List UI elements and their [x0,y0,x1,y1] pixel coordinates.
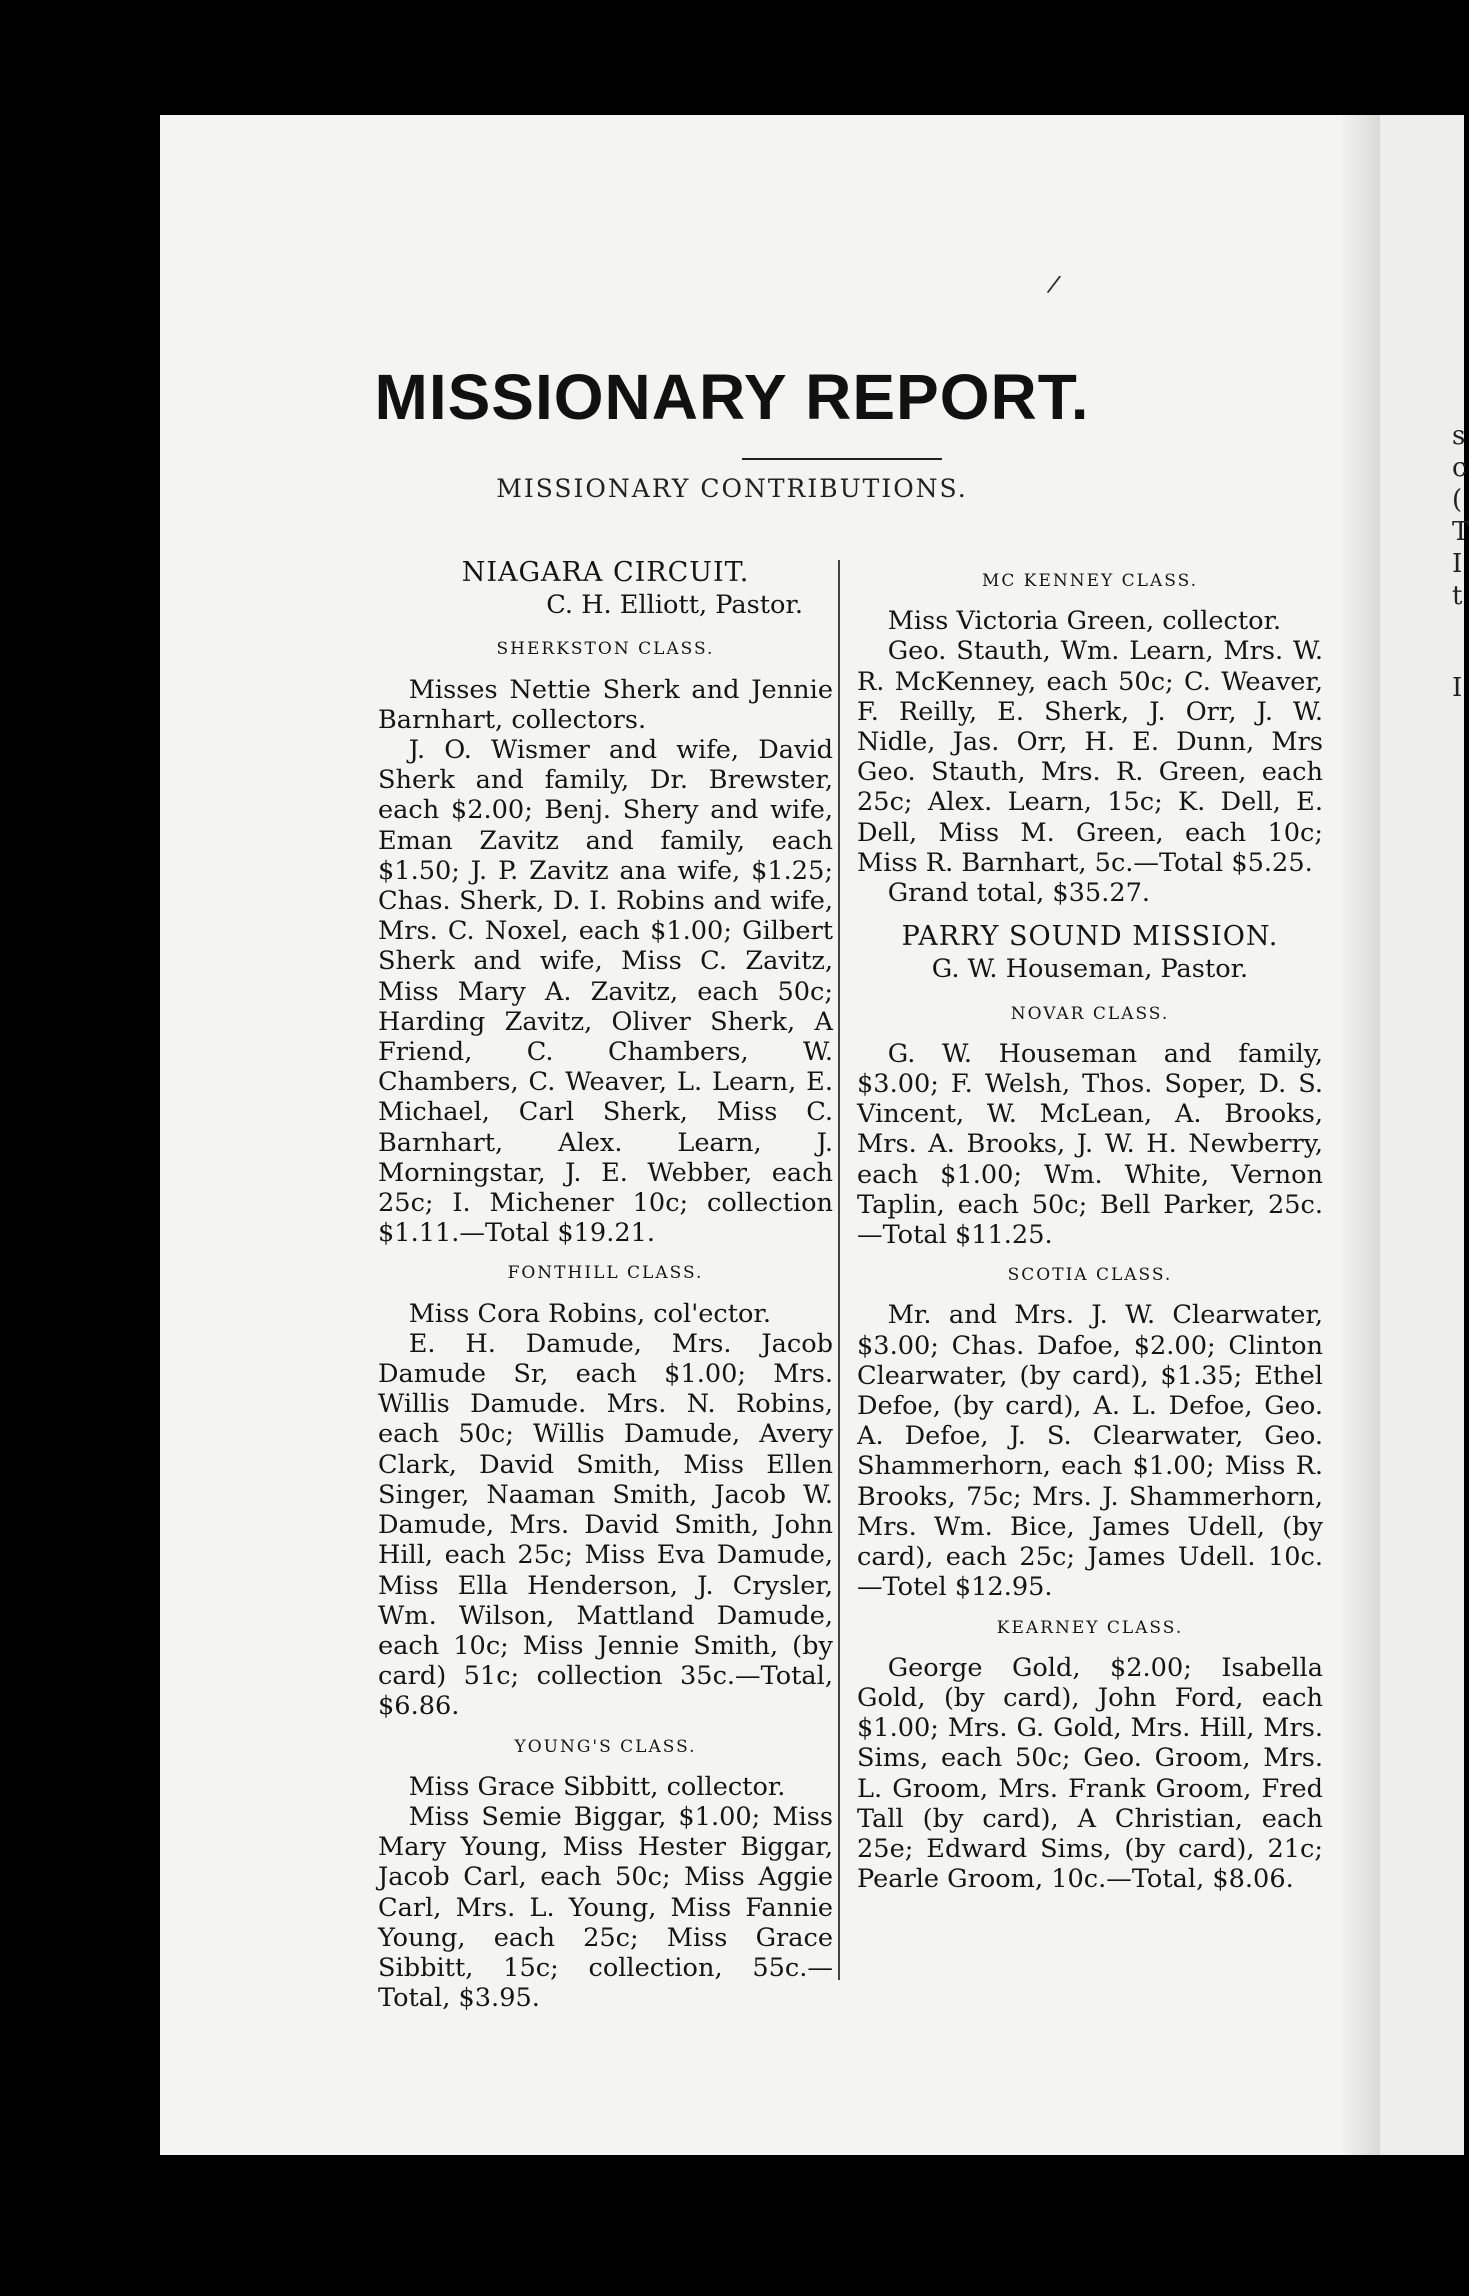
edge-fragment: I [1452,549,1463,579]
edge-fragment: s [1452,421,1466,451]
edge-fragment: I [1452,673,1463,703]
contribution-paragraph: Geo. Stauth, Wm. Learn, Mrs. W. R. McKenney, each 50c; C. Weaver, F. Reilly, E. Sherk, J. Orr, J. W. Nidle, Jas. Orr, H. E. Dunn, Mrs Geo. Stauth, Mrs. R. Green, each 25c; Alex. Learn, 15c; K. Dell, E. Dell, Miss M. Green, each 10c; Miss R. Barnhart, 5c.—Total $5.25. [857,636,1323,878]
collector-line: Miss Cora Robins, col'ector. [408,1298,771,1329]
class-heading: SCOTIA CLASS. [1007,1265,1173,1286]
contribution-paragraph: Miss Semie Biggar, $1.00; Miss Mary Young, Miss Hester Biggar, Jacob Carl, each 50c; Miss Aggie Carl, Mrs. L. Young, Miss Fannie Young, each 25c; Miss Grace Sibbitt, 15c; collection, 55c.—Total, $3.95. [378,1801,833,2014]
contribution-paragraph: G. W. Houseman and family, $3.00; F. Welsh, Thos. Soper, D. S. Vincent, W. McLean, A. Brooks, Mrs. A. Brooks, J. W. H. Newberry, each $1.00; Wm. White, Vernon Taplin, each 50c; Bell Parker, 25c.—Total $11.25. [857,1038,1323,1251]
pastor-line: C. H. Elliott, Pastor. [546,590,803,621]
edge-fragment: c [1452,453,1467,483]
contribution-paragraph: Mr. and Mrs. J. W. Clearwater, $3.00; Chas. Dafoe, $2.00; Clinton Clearwater, (by card), $1.35; Ethel Defoe, (by card), A. L. Defoe, Geo. A. Defoe, J. S. Clearwater, Geo. Shammerhorn, each $1.00; Miss R. Brooks, 75c; Mrs. J. Shammerhorn, Mrs. Wm. Bice, James Udell, (by card), each 25c; James Udell. 10c.—Totel $12.95. [857,1300,1323,1603]
pastor-line: G. W. Houseman, Pastor. [931,954,1249,985]
collector-line: Miss Grace Sibbitt, collector. [408,1771,786,1802]
collector-line: Misses Nettie Sherk and Jennie Barnhart, collectors. [378,674,833,735]
collector-line: Miss Victoria Green, collector. [887,606,1282,637]
grand-total-line: Grand total, $35.27. [887,878,1151,909]
circuit-heading: PARRY SOUND MISSION. [901,921,1279,953]
left-column [378,556,833,2013]
contribution-paragraph: George Gold, $2.00; Isabella Gold, (by card), John Ford, each $1.00; Mrs. G. Gold, Mrs. Hill, Mrs. Sims, each 50c; Geo. Groom, Mrs. L. Groom, Mrs. Frank Groom, Fred Tall (by card), A Christian, each 25e; Edward Sims, (by card), 21c; Pearle Groom, 10c.—Total, $8.06. [857,1652,1323,1895]
column-divider [838,560,840,1980]
class-heading: NOVAR CLASS. [1010,1003,1170,1024]
edge-fragment: ( [1452,485,1463,515]
class-heading: SHERKSTON CLASS. [496,639,715,660]
page-title: MISSIONARY REPORT. [374,361,1090,433]
title-rule [742,458,942,460]
edge-fragment: t [1452,581,1463,611]
right-column [857,556,1323,1894]
class-heading: FONTHILL CLASS. [507,1263,704,1284]
class-heading: KEARNEY CLASS. [996,1617,1184,1638]
contribution-paragraph: J. O. Wismer and wife, David Sherk and family, Dr. Brewster, each $2.00; Benj. Shery and wife, Eman Zavitz and family, each $1.50; J. P. Zavitz ana wife, $1.25; Chas. Sherk, D. I. Robins and wife, Mrs. C. Noxel, each $1.00; Gilbert Sherk and wife, Miss C. Zavitz, Miss Mary A. Zavitz, each 50c; Harding Zavitz, Oliver Sherk, A Friend, C. Chambers, W. Chambers, C. Weaver, L. Learn, E. Michael, Carl Sherk, Miss C. Barnhart, Alex. Learn, J. Morningstar, J. E. Webber, each 25c; I. Michener 10c; collection $1.11.—Total $19.21. [378,735,833,1249]
circuit-heading: NIAGARA CIRCUIT. [461,557,750,588]
class-heading: YOUNG'S CLASS. [514,1736,697,1757]
edge-fragment: T [1452,517,1469,547]
page-subtitle: MISSIONARY CONTRIBUTIONS. [496,474,968,503]
class-heading: MC KENNEY CLASS. [981,571,1199,591]
contribution-paragraph: E. H. Damude, Mrs. Jacob Damude Sr, each $1.00; Mrs. Willis Damude. Mrs. N. Robins, each 50c; Willis Damude, Avery Clark, David Smith, Miss Ellen Singer, Naaman Smith, Jacob W. Damude, Mrs. David Smith, John Hill, each 25c; Miss Eva Damude, Miss Ella Henderson, J. Crysler, Wm. Wilson, Mattland Damude, each 10c; Miss Jennie Smith, (by card) 51c; collection 35c.—Total, $6.86. [378,1328,833,1722]
stray-pen-mark: / [1045,269,1063,299]
